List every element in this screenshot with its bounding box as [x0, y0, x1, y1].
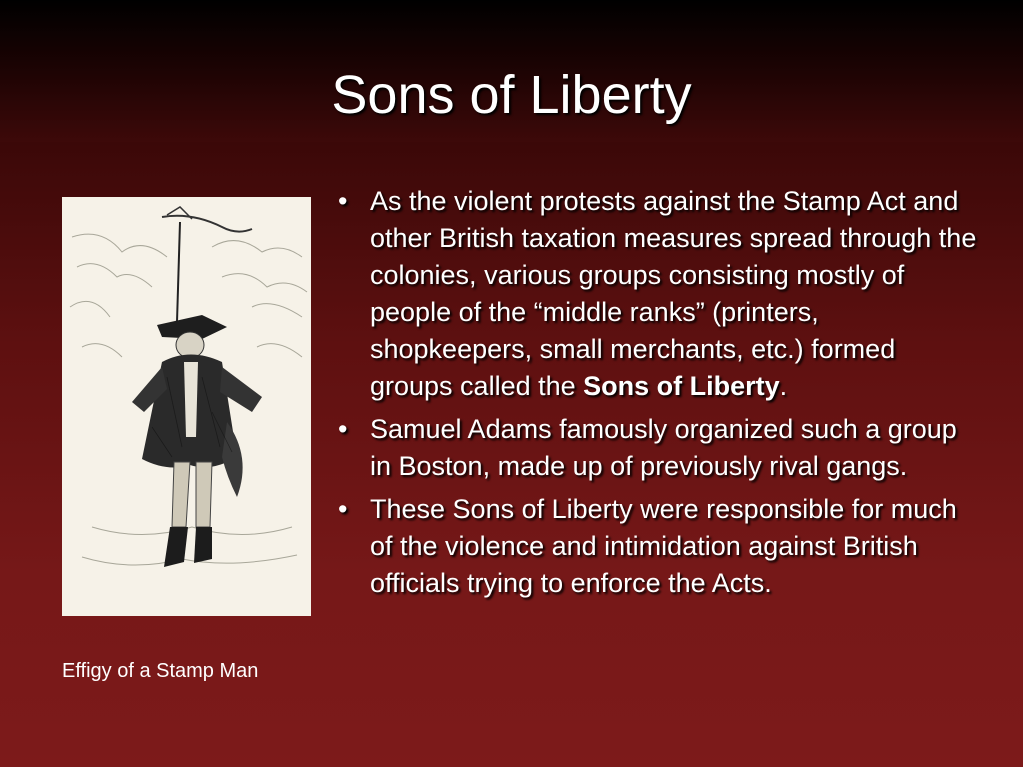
bullet-item — [330, 411, 980, 485]
bullet-text: These Sons of Liberty were responsible for much of the violence and intimidation against British officials trying to enforce the Acts. — [370, 494, 957, 598]
effigy-illustration — [62, 197, 311, 616]
bullet-icon: • — [338, 414, 348, 444]
bullet-bold-text: Sons of Liberty — [583, 371, 780, 401]
bullet-item — [330, 491, 980, 602]
bullet-icon: • — [338, 186, 348, 216]
bullet-icon: • — [338, 494, 348, 524]
image-caption: Effigy of a Stamp Man — [62, 660, 259, 682]
bullet-text: As the violent protests against the Stamp Act and other British taxation measures spread through the colonies, various groups consisting mostly of people of the “middle ranks” (printers, shopkeepers, small merchants, etc.) formed groups called the — [370, 186, 977, 401]
slide-title: Sons of Liberty — [331, 65, 692, 125]
bullet-text-end: . — [779, 371, 788, 401]
bullet-item — [330, 183, 980, 405]
bullet-text: Samuel Adams famously organized such a group in Boston, made up of previously rival gangs. — [370, 414, 957, 481]
bullet-list — [330, 183, 980, 608]
